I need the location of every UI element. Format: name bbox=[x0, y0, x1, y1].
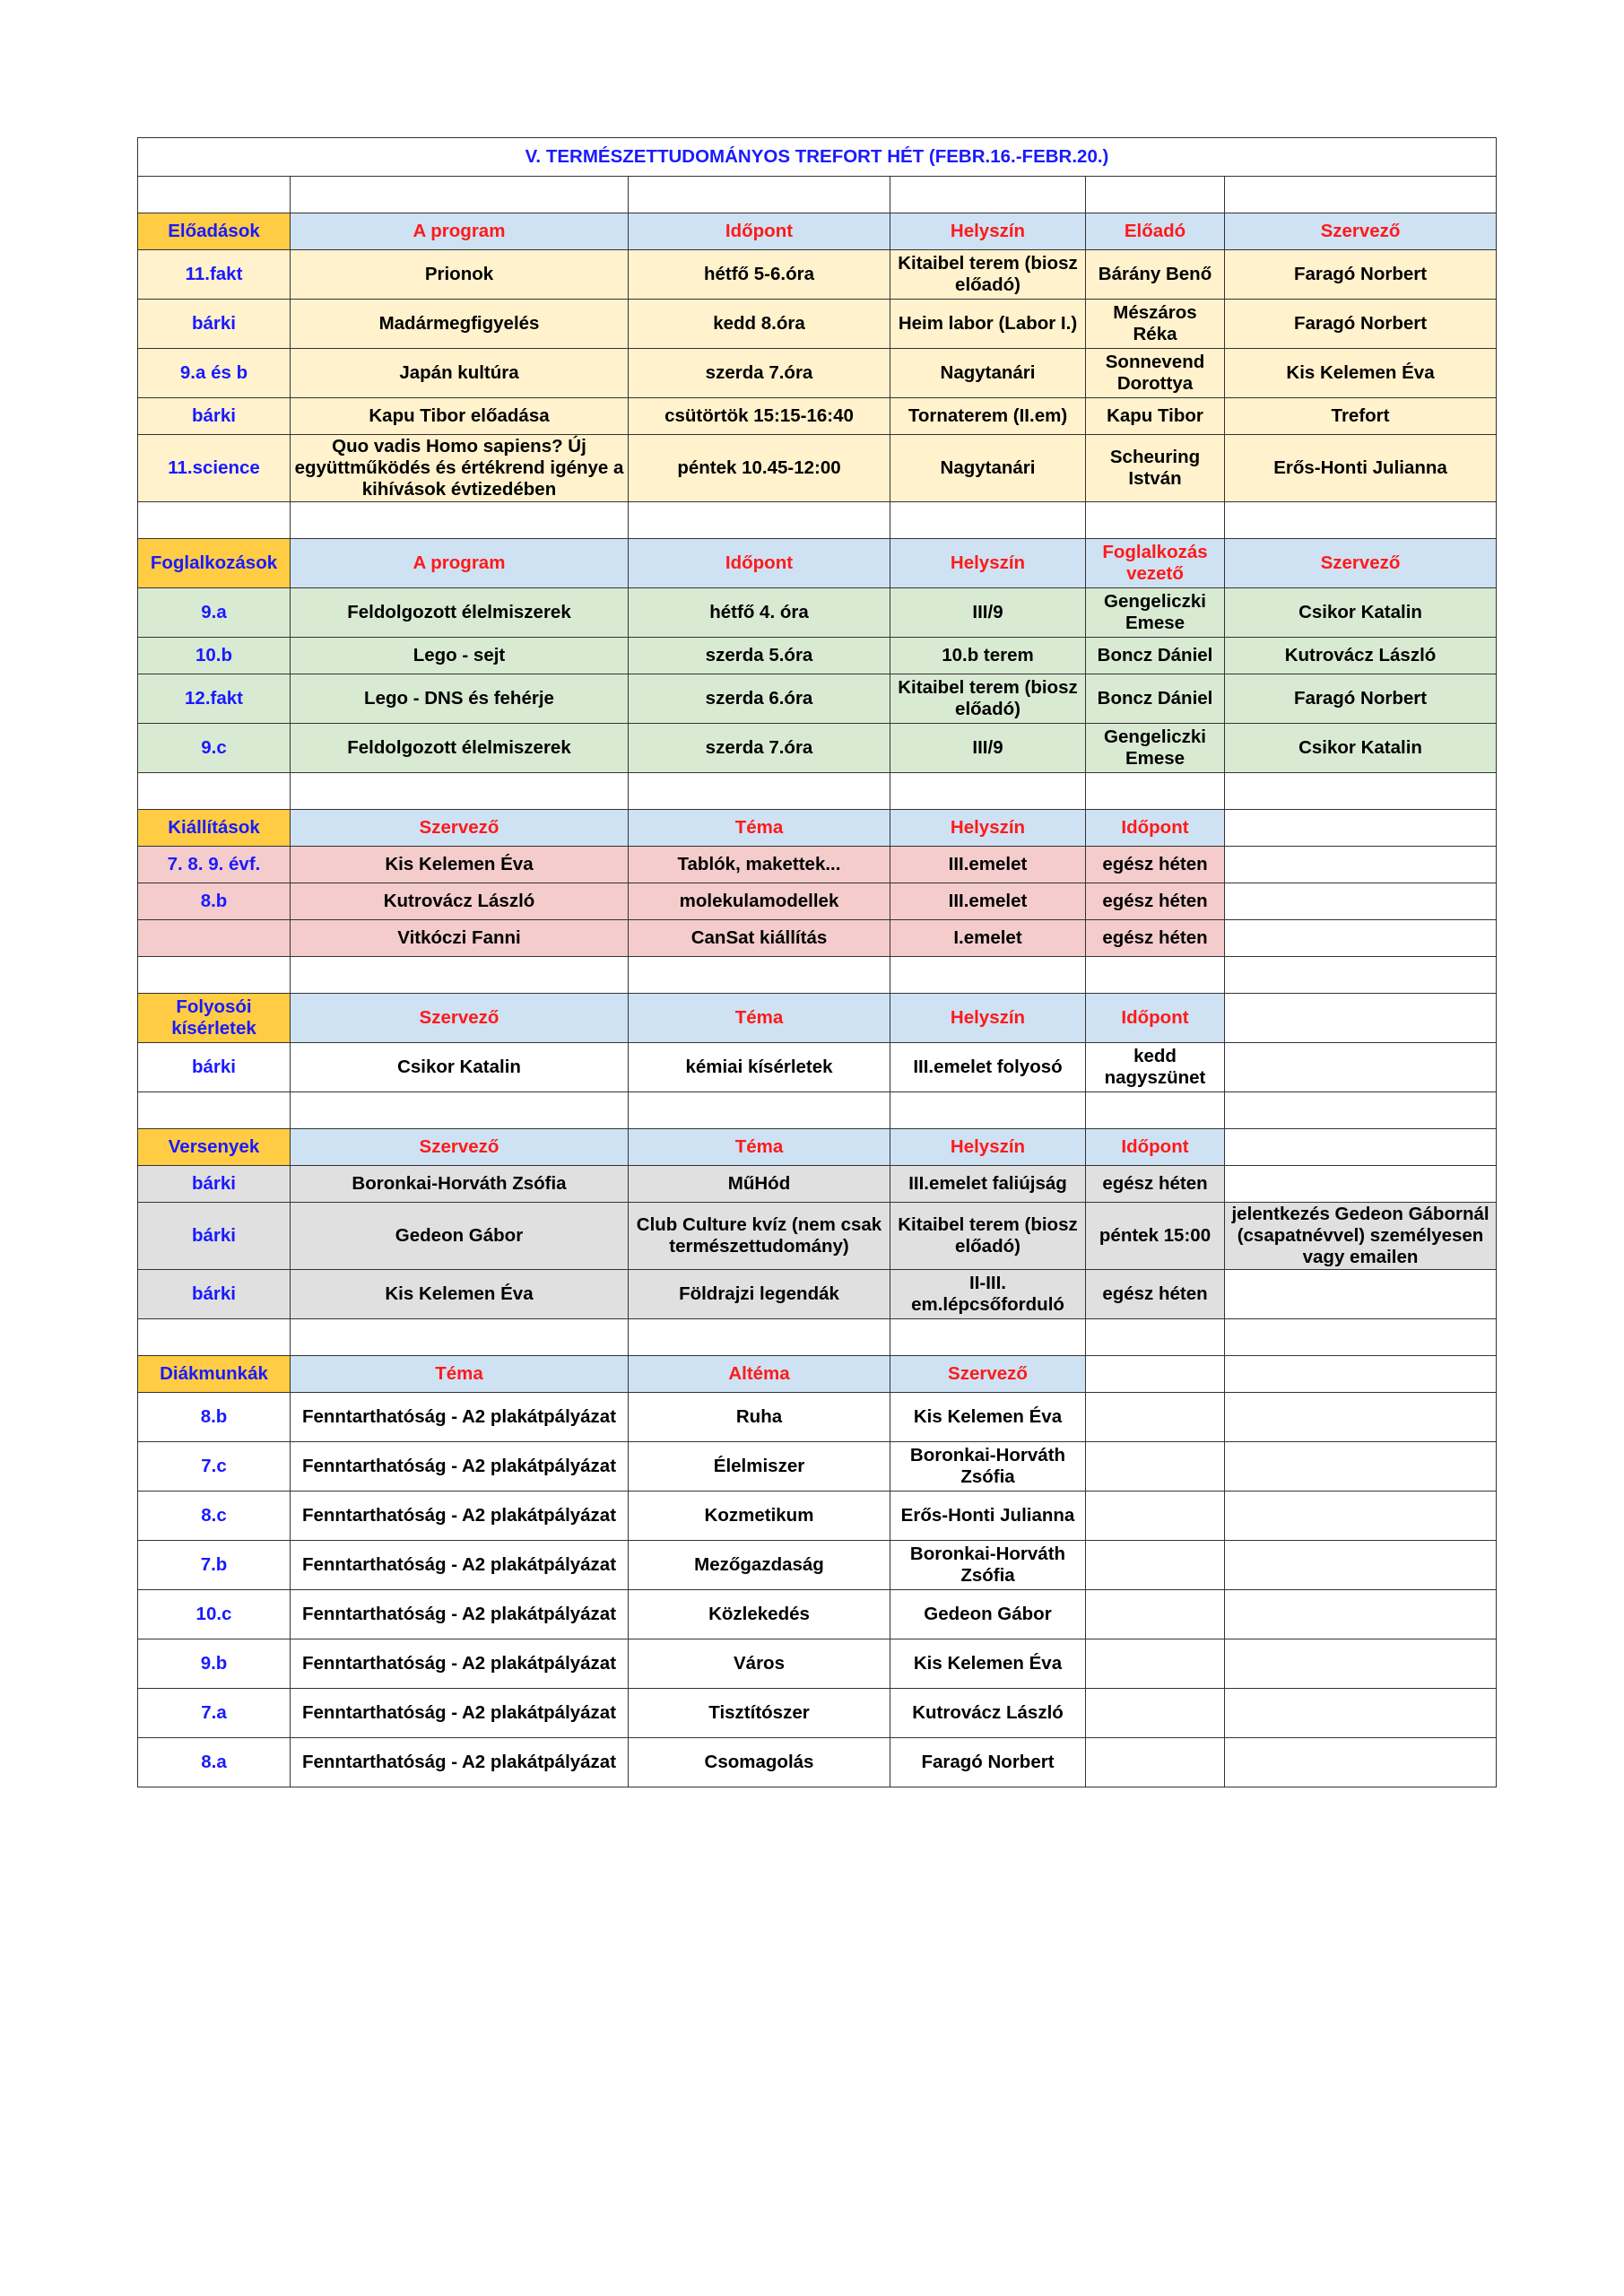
table-cell: Gengeliczki Emese bbox=[1086, 588, 1225, 638]
column-header: Szervező bbox=[291, 1129, 629, 1166]
empty-cell bbox=[890, 1319, 1086, 1356]
empty-cell bbox=[138, 1319, 291, 1356]
table-cell: Gedeon Gábor bbox=[890, 1590, 1086, 1639]
foglalkozasok-row bbox=[138, 638, 1497, 674]
table-cell: Kis Kelemen Éva bbox=[890, 1393, 1086, 1442]
table-cell: Gedeon Gábor bbox=[291, 1203, 629, 1270]
column-header: Időpont bbox=[1086, 810, 1225, 847]
spacer-row bbox=[138, 502, 1497, 539]
table-cell: Nagytanári bbox=[890, 435, 1086, 502]
table-cell: Fenntarthatóság - A2 plakátpályázat bbox=[291, 1639, 629, 1689]
table-cell: 10.b terem bbox=[890, 638, 1086, 674]
empty-cell bbox=[1086, 177, 1225, 213]
column-header: Altéma bbox=[629, 1356, 890, 1393]
table-cell: Kozmetikum bbox=[629, 1492, 890, 1541]
table-cell: Fenntarthatóság - A2 plakátpályázat bbox=[291, 1442, 629, 1492]
audience-cell: bárki bbox=[138, 398, 291, 435]
audience-cell: 7.c bbox=[138, 1442, 291, 1492]
empty-cell bbox=[1225, 177, 1497, 213]
empty-cell bbox=[890, 502, 1086, 539]
table-cell: Erős-Honti Julianna bbox=[890, 1492, 1086, 1541]
empty-cell bbox=[629, 1319, 890, 1356]
table-cell: Madármegfigyelés bbox=[291, 300, 629, 349]
empty-cell bbox=[138, 177, 291, 213]
empty-cell bbox=[1086, 1356, 1225, 1393]
table-cell: jelentkezés Gedeon Gábornál (csapatnévvel) személyesen vagy emailen bbox=[1225, 1203, 1497, 1270]
empty-cell bbox=[1086, 1541, 1225, 1590]
table-cell: kedd nagyszünet bbox=[1086, 1043, 1225, 1092]
table-cell: Scheuring István bbox=[1086, 435, 1225, 502]
table-cell: Ruha bbox=[629, 1393, 890, 1442]
empty-cell bbox=[1225, 957, 1497, 994]
folyosoi-row bbox=[138, 1043, 1497, 1092]
empty-cell bbox=[1225, 1319, 1497, 1356]
eloadasok-row bbox=[138, 435, 1497, 502]
table-cell: egész héten bbox=[1086, 920, 1225, 957]
table-cell: szerda 7.óra bbox=[629, 724, 890, 773]
table-cell: Fenntarthatóság - A2 plakátpályázat bbox=[291, 1541, 629, 1590]
empty-cell bbox=[1225, 1639, 1497, 1689]
page-title: V. TERMÉSZETTUDOMÁNYOS TREFORT HÉT (FEBR.16.-FEBR.20.) bbox=[138, 138, 1497, 177]
table-cell: molekulamodellek bbox=[629, 883, 890, 920]
table-cell: szerda 6.óra bbox=[629, 674, 890, 724]
audience-cell: 8.b bbox=[138, 1393, 291, 1442]
table-cell: Boronkai-Horváth Zsófia bbox=[291, 1166, 629, 1203]
audience-cell: 12.fakt bbox=[138, 674, 291, 724]
empty-cell bbox=[291, 1092, 629, 1129]
audience-cell: 8.a bbox=[138, 1738, 291, 1787]
audience-cell: bárki bbox=[138, 1043, 291, 1092]
table-cell: Vitkóczi Fanni bbox=[291, 920, 629, 957]
foglalkozasok-row bbox=[138, 674, 1497, 724]
table-cell: Kitaibel terem (biosz előadó) bbox=[890, 1203, 1086, 1270]
empty-cell bbox=[1225, 1043, 1497, 1092]
table-cell: I.emelet bbox=[890, 920, 1086, 957]
table-cell: Tablók, makettek... bbox=[629, 847, 890, 883]
table-cell: péntek 15:00 bbox=[1086, 1203, 1225, 1270]
table-cell: Gengeliczki Emese bbox=[1086, 724, 1225, 773]
table-cell: Faragó Norbert bbox=[1225, 674, 1497, 724]
column-header: Szervező bbox=[890, 1356, 1086, 1393]
spacer-row bbox=[138, 957, 1497, 994]
column-header: Időpont bbox=[629, 213, 890, 250]
column-header: Téma bbox=[629, 1129, 890, 1166]
table-cell: hétfő 4. óra bbox=[629, 588, 890, 638]
kiallitasok-section-label: Kiállítások bbox=[138, 810, 291, 847]
audience-cell: 9.b bbox=[138, 1639, 291, 1689]
column-header: Helyszín bbox=[890, 213, 1086, 250]
audience-cell: 7.a bbox=[138, 1689, 291, 1738]
empty-cell bbox=[1086, 502, 1225, 539]
empty-cell bbox=[138, 1092, 291, 1129]
diakmunkak-section-label: Diákmunkák bbox=[138, 1356, 291, 1393]
table-cell: Feldolgozott élelmiszerek bbox=[291, 724, 629, 773]
table-cell: Kutrovácz László bbox=[1225, 638, 1497, 674]
eloadasok-header-row bbox=[138, 213, 1497, 250]
table-cell: Élelmiszer bbox=[629, 1442, 890, 1492]
table-cell: III.emelet bbox=[890, 883, 1086, 920]
table-cell: egész héten bbox=[1086, 883, 1225, 920]
empty-cell bbox=[291, 1319, 629, 1356]
table-cell: Kis Kelemen Éva bbox=[291, 847, 629, 883]
column-header: Szervező bbox=[291, 994, 629, 1043]
table-cell: Csikor Katalin bbox=[1225, 724, 1497, 773]
diakmunkak-row bbox=[138, 1541, 1497, 1590]
column-header: Helyszín bbox=[890, 810, 1086, 847]
empty-cell bbox=[1225, 1356, 1497, 1393]
empty-cell bbox=[1225, 1590, 1497, 1639]
empty-cell bbox=[1225, 1270, 1497, 1319]
empty-cell bbox=[629, 177, 890, 213]
schedule-table bbox=[137, 137, 1497, 1787]
table-cell: péntek 10.45-12:00 bbox=[629, 435, 890, 502]
empty-cell bbox=[138, 502, 291, 539]
versenyek-row bbox=[138, 1166, 1497, 1203]
table-cell: Boronkai-Horváth Zsófia bbox=[890, 1442, 1086, 1492]
column-header: Időpont bbox=[629, 539, 890, 588]
empty-cell bbox=[291, 773, 629, 810]
table-cell: Kutrovácz László bbox=[291, 883, 629, 920]
audience-cell: 10.b bbox=[138, 638, 291, 674]
table-cell: Fenntarthatóság - A2 plakátpályázat bbox=[291, 1738, 629, 1787]
table-cell: Csikor Katalin bbox=[1225, 588, 1497, 638]
audience-cell: 9.c bbox=[138, 724, 291, 773]
audience-cell: bárki bbox=[138, 1270, 291, 1319]
empty-cell bbox=[629, 1092, 890, 1129]
table-cell: CanSat kiállítás bbox=[629, 920, 890, 957]
foglalkozasok-header-row bbox=[138, 539, 1497, 588]
table-cell: III.emelet folyosó bbox=[890, 1043, 1086, 1092]
empty-cell bbox=[291, 177, 629, 213]
table-cell: Mészáros Réka bbox=[1086, 300, 1225, 349]
table-cell: Közlekedés bbox=[629, 1590, 890, 1639]
column-header: Helyszín bbox=[890, 994, 1086, 1043]
column-header: Időpont bbox=[1086, 1129, 1225, 1166]
folyosoi-section-label: Folyosói kísérletek bbox=[138, 994, 291, 1043]
audience-cell: 7. 8. 9. évf. bbox=[138, 847, 291, 883]
empty-cell bbox=[1225, 1166, 1497, 1203]
table-cell: szerda 5.óra bbox=[629, 638, 890, 674]
versenyek-row bbox=[138, 1270, 1497, 1319]
empty-cell bbox=[1086, 1590, 1225, 1639]
empty-cell bbox=[890, 177, 1086, 213]
empty-cell bbox=[1086, 957, 1225, 994]
empty-cell bbox=[1086, 1689, 1225, 1738]
empty-cell bbox=[629, 957, 890, 994]
kiallitasok-row bbox=[138, 847, 1497, 883]
diakmunkak-row bbox=[138, 1689, 1497, 1738]
column-header: Foglalkozás vezető bbox=[1086, 539, 1225, 588]
empty-cell bbox=[1086, 1738, 1225, 1787]
table-cell: Sonnevend Dorottya bbox=[1086, 349, 1225, 398]
empty-cell bbox=[1225, 773, 1497, 810]
empty-cell bbox=[1086, 1639, 1225, 1689]
column-header: Időpont bbox=[1086, 994, 1225, 1043]
empty-cell bbox=[890, 957, 1086, 994]
table-cell: Prionok bbox=[291, 250, 629, 300]
table-cell: Mezőgazdaság bbox=[629, 1541, 890, 1590]
table-cell: Kitaibel terem (biosz előadó) bbox=[890, 250, 1086, 300]
table-cell: Fenntarthatóság - A2 plakátpályázat bbox=[291, 1590, 629, 1639]
table-cell: egész héten bbox=[1086, 1270, 1225, 1319]
diakmunkak-row bbox=[138, 1442, 1497, 1492]
kiallitasok-row bbox=[138, 883, 1497, 920]
empty-cell bbox=[1086, 1319, 1225, 1356]
empty-cell bbox=[1225, 1541, 1497, 1590]
table-cell: kémiai kísérletek bbox=[629, 1043, 890, 1092]
diakmunkak-row bbox=[138, 1393, 1497, 1442]
spacer-row bbox=[138, 1319, 1497, 1356]
empty-cell bbox=[1225, 1129, 1497, 1166]
table-cell: Kis Kelemen Éva bbox=[890, 1639, 1086, 1689]
column-header: Téma bbox=[291, 1356, 629, 1393]
empty-cell bbox=[138, 957, 291, 994]
audience-cell: 10.c bbox=[138, 1590, 291, 1639]
table-cell: Kitaibel terem (biosz előadó) bbox=[890, 674, 1086, 724]
empty-cell bbox=[1225, 502, 1497, 539]
audience-cell: 8.c bbox=[138, 1492, 291, 1541]
foglalkozasok-row bbox=[138, 588, 1497, 638]
foglalkozasok-section-label: Foglalkozások bbox=[138, 539, 291, 588]
table-cell: Club Culture kvíz (nem csak természettudomány) bbox=[629, 1203, 890, 1270]
diakmunkak-row bbox=[138, 1639, 1497, 1689]
column-header: Helyszín bbox=[890, 1129, 1086, 1166]
table-cell: III.emelet faliújság bbox=[890, 1166, 1086, 1203]
eloadasok-row bbox=[138, 349, 1497, 398]
audience-cell: bárki bbox=[138, 300, 291, 349]
kiallitasok-header-row bbox=[138, 810, 1497, 847]
empty-cell bbox=[890, 773, 1086, 810]
table-cell: Tornaterem (II.em) bbox=[890, 398, 1086, 435]
audience-cell: 11.science bbox=[138, 435, 291, 502]
versenyek-section-label: Versenyek bbox=[138, 1129, 291, 1166]
table-cell: III/9 bbox=[890, 588, 1086, 638]
empty-cell bbox=[138, 773, 291, 810]
column-header: Előadó bbox=[1086, 213, 1225, 250]
table-cell: Boncz Dániel bbox=[1086, 638, 1225, 674]
audience-cell: 11.fakt bbox=[138, 250, 291, 300]
empty-cell bbox=[1225, 994, 1497, 1043]
table-cell: Japán kultúra bbox=[291, 349, 629, 398]
table-cell: Csomagolás bbox=[629, 1738, 890, 1787]
spacer-row bbox=[138, 773, 1497, 810]
audience-cell: 9.a bbox=[138, 588, 291, 638]
table-cell: Faragó Norbert bbox=[1225, 250, 1497, 300]
empty-cell bbox=[890, 1092, 1086, 1129]
column-header: Szervező bbox=[291, 810, 629, 847]
table-cell: kedd 8.óra bbox=[629, 300, 890, 349]
title-row bbox=[138, 138, 1497, 177]
empty-cell bbox=[1225, 810, 1497, 847]
table-cell: Lego - DNS és fehérje bbox=[291, 674, 629, 724]
table-cell: Lego - sejt bbox=[291, 638, 629, 674]
column-header: A program bbox=[291, 539, 629, 588]
table-cell: Quo vadis Homo sapiens? Új együttműködés és értékrend igénye a kihívások évtizedében bbox=[291, 435, 629, 502]
diakmunkak-row bbox=[138, 1492, 1497, 1541]
table-cell: egész héten bbox=[1086, 1166, 1225, 1203]
empty-cell bbox=[138, 920, 291, 957]
diakmunkak-row bbox=[138, 1738, 1497, 1787]
empty-cell bbox=[629, 773, 890, 810]
empty-cell bbox=[1086, 1092, 1225, 1129]
table-cell: Boronkai-Horváth Zsófia bbox=[890, 1541, 1086, 1590]
empty-cell bbox=[1225, 1689, 1497, 1738]
column-header: Téma bbox=[629, 994, 890, 1043]
table-cell: Erős-Honti Julianna bbox=[1225, 435, 1497, 502]
table-cell: egész héten bbox=[1086, 847, 1225, 883]
eloadasok-section-label: Előadások bbox=[138, 213, 291, 250]
empty-cell bbox=[1225, 1092, 1497, 1129]
eloadasok-row bbox=[138, 300, 1497, 349]
empty-cell bbox=[1086, 773, 1225, 810]
empty-cell bbox=[1086, 1442, 1225, 1492]
table-cell: Tisztítószer bbox=[629, 1689, 890, 1738]
table-cell: Faragó Norbert bbox=[890, 1738, 1086, 1787]
column-header: Helyszín bbox=[890, 539, 1086, 588]
table-cell: Kis Kelemen Éva bbox=[291, 1270, 629, 1319]
empty-cell bbox=[1225, 847, 1497, 883]
table-cell: Kapu Tibor bbox=[1086, 398, 1225, 435]
table-cell: hétfő 5-6.óra bbox=[629, 250, 890, 300]
table-cell: III/9 bbox=[890, 724, 1086, 773]
table-cell: Faragó Norbert bbox=[1225, 300, 1497, 349]
table-cell: Kapu Tibor előadása bbox=[291, 398, 629, 435]
schedule-sheet bbox=[137, 137, 1496, 1787]
empty-cell bbox=[1225, 883, 1497, 920]
table-cell: szerda 7.óra bbox=[629, 349, 890, 398]
table-cell: csütörtök 15:15-16:40 bbox=[629, 398, 890, 435]
spacer-row bbox=[138, 1092, 1497, 1129]
empty-cell bbox=[1086, 1393, 1225, 1442]
table-cell: Boncz Dániel bbox=[1086, 674, 1225, 724]
table-cell: Nagytanári bbox=[890, 349, 1086, 398]
audience-cell: bárki bbox=[138, 1203, 291, 1270]
audience-cell: 9.a és b bbox=[138, 349, 291, 398]
audience-cell: 8.b bbox=[138, 883, 291, 920]
audience-cell: 7.b bbox=[138, 1541, 291, 1590]
table-cell: Földrajzi legendák bbox=[629, 1270, 890, 1319]
empty-cell bbox=[1225, 920, 1497, 957]
table-cell: MűHód bbox=[629, 1166, 890, 1203]
column-header: Szervező bbox=[1225, 213, 1497, 250]
empty-cell bbox=[291, 957, 629, 994]
table-cell: Kis Kelemen Éva bbox=[1225, 349, 1497, 398]
empty-cell bbox=[1225, 1738, 1497, 1787]
column-header: A program bbox=[291, 213, 629, 250]
diakmunkak-row bbox=[138, 1590, 1497, 1639]
empty-cell bbox=[291, 502, 629, 539]
folyosoi-header-row bbox=[138, 994, 1497, 1043]
foglalkozasok-row bbox=[138, 724, 1497, 773]
eloadasok-row bbox=[138, 398, 1497, 435]
empty-cell bbox=[1225, 1393, 1497, 1442]
versenyek-row bbox=[138, 1203, 1497, 1270]
table-cell: Bárány Benő bbox=[1086, 250, 1225, 300]
table-cell: Feldolgozott élelmiszerek bbox=[291, 588, 629, 638]
table-cell: II-III. em.lépcsőforduló bbox=[890, 1270, 1086, 1319]
table-cell: Trefort bbox=[1225, 398, 1497, 435]
empty-cell bbox=[629, 502, 890, 539]
audience-cell: bárki bbox=[138, 1166, 291, 1203]
empty-cell bbox=[1225, 1442, 1497, 1492]
spacer-row bbox=[138, 177, 1497, 213]
diakmunkak-header-row bbox=[138, 1356, 1497, 1393]
empty-cell bbox=[1086, 1492, 1225, 1541]
table-cell: Heim labor (Labor I.) bbox=[890, 300, 1086, 349]
eloadasok-row bbox=[138, 250, 1497, 300]
empty-cell bbox=[1225, 1492, 1497, 1541]
column-header: Szervező bbox=[1225, 539, 1497, 588]
table-cell: Kutrovácz László bbox=[890, 1689, 1086, 1738]
table-cell: Fenntarthatóság - A2 plakátpályázat bbox=[291, 1492, 629, 1541]
table-cell: Fenntarthatóság - A2 plakátpályázat bbox=[291, 1393, 629, 1442]
table-cell: Fenntarthatóság - A2 plakátpályázat bbox=[291, 1689, 629, 1738]
table-cell: Város bbox=[629, 1639, 890, 1689]
table-cell: III.emelet bbox=[890, 847, 1086, 883]
column-header: Téma bbox=[629, 810, 890, 847]
versenyek-header-row bbox=[138, 1129, 1497, 1166]
table-cell: Csikor Katalin bbox=[291, 1043, 629, 1092]
kiallitasok-row bbox=[138, 920, 1497, 957]
